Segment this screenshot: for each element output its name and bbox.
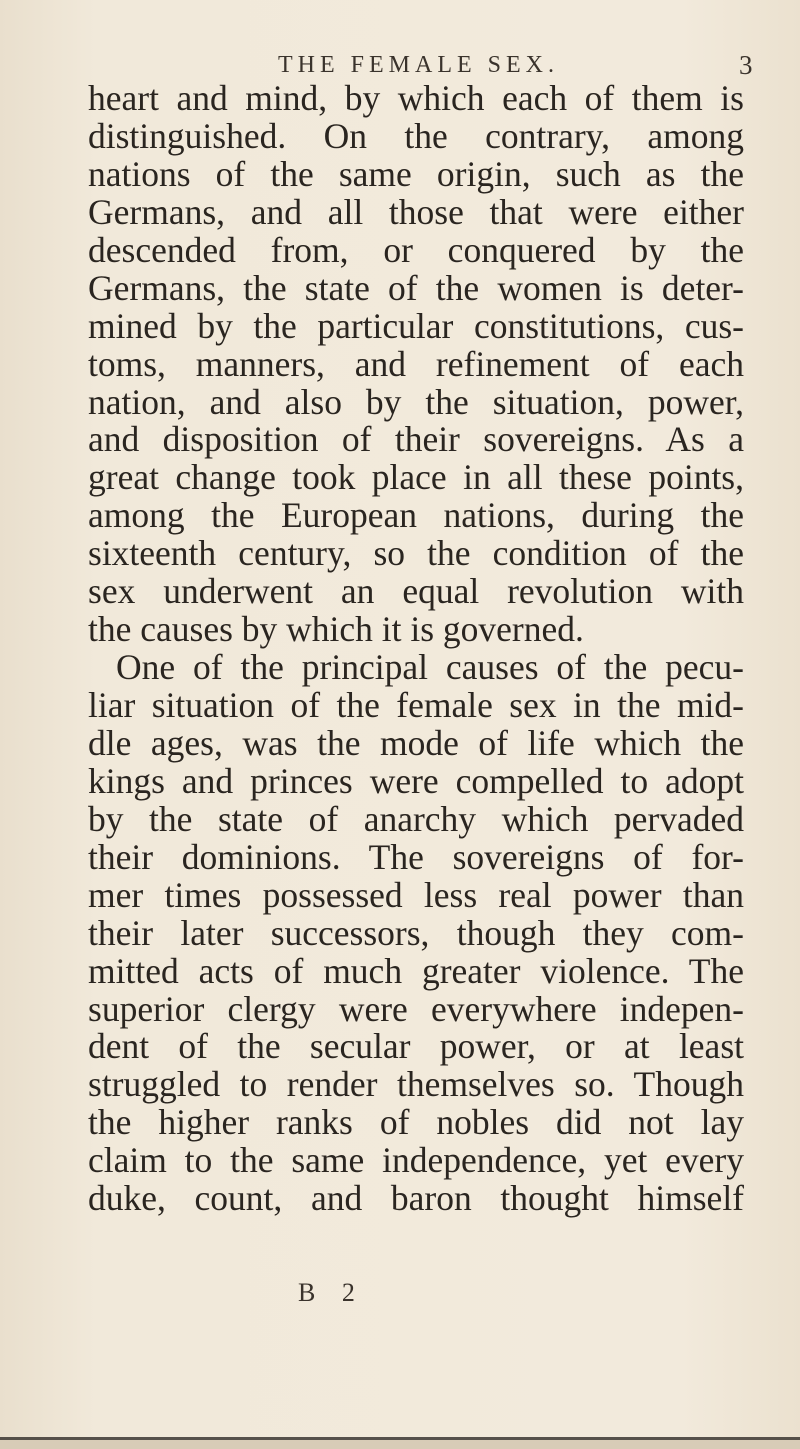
text-line: sixteenth century, so the condition of the [88,533,744,574]
page-number: 3 [739,50,753,80]
text-line: distinguished. On the contrary, among [88,115,744,156]
paragraph-first-line: One of the principal causes of the pecu- [116,647,744,688]
text-line: great change took place in all these points, [88,457,744,498]
text-line: struggled to render themselves so. Though [88,1064,744,1105]
text-line: duke, count, and baron thought himself [88,1178,744,1219]
text-line: mitted acts of much greater violence. The [88,950,744,991]
text-line: the higher ranks of nobles did not lay [88,1102,744,1143]
body-text [88,80,744,1218]
text-line: superior clergy were everywhere indepen- [88,988,744,1029]
text-line: and disposition of their sovereigns. As a [88,419,744,460]
text-line: by the state of anarchy which pervaded [88,798,744,839]
text-line: liar situation of the female sex in the mid- [88,685,744,725]
text-line: dle ages, was the mode of life which the [88,722,744,763]
text-line: their later successors, though they com- [88,912,744,953]
running-head: THE FEMALE SEX. [278,52,559,78]
text-line: Germans, and all those that were either [88,191,744,232]
text-line: their dominions. The sovereigns of for- [88,836,744,877]
text-line: nations of the same origin, such as the [88,153,744,194]
text-line: descended from, or conquered by the [88,229,744,270]
text-line: claim to the same independence, yet every [88,1140,744,1181]
signature-mark: B 2 [298,1278,365,1307]
text-line: mined by the particular constitutions, cus- [88,305,744,346]
text-line: dent of the secular power, or at least [88,1026,744,1067]
text-line: sex underwent an equal revolution with [88,571,744,612]
text-line: heart and mind, by which each of them is [88,78,744,118]
text-line: nation, and also by the situation, power, [88,381,744,422]
text-line: Germans, the state of the women is deter- [88,267,744,308]
text-line: kings and princes were compelled to adopt [88,760,744,801]
text-line: mer times possessed less real power than [88,874,744,915]
page-edge-shadow [0,1440,800,1449]
text-line: toms, manners, and refinement of each [88,343,744,384]
text-line: among the European nations, during the [88,495,744,536]
text-line: the causes by which it is governed. [88,609,584,650]
